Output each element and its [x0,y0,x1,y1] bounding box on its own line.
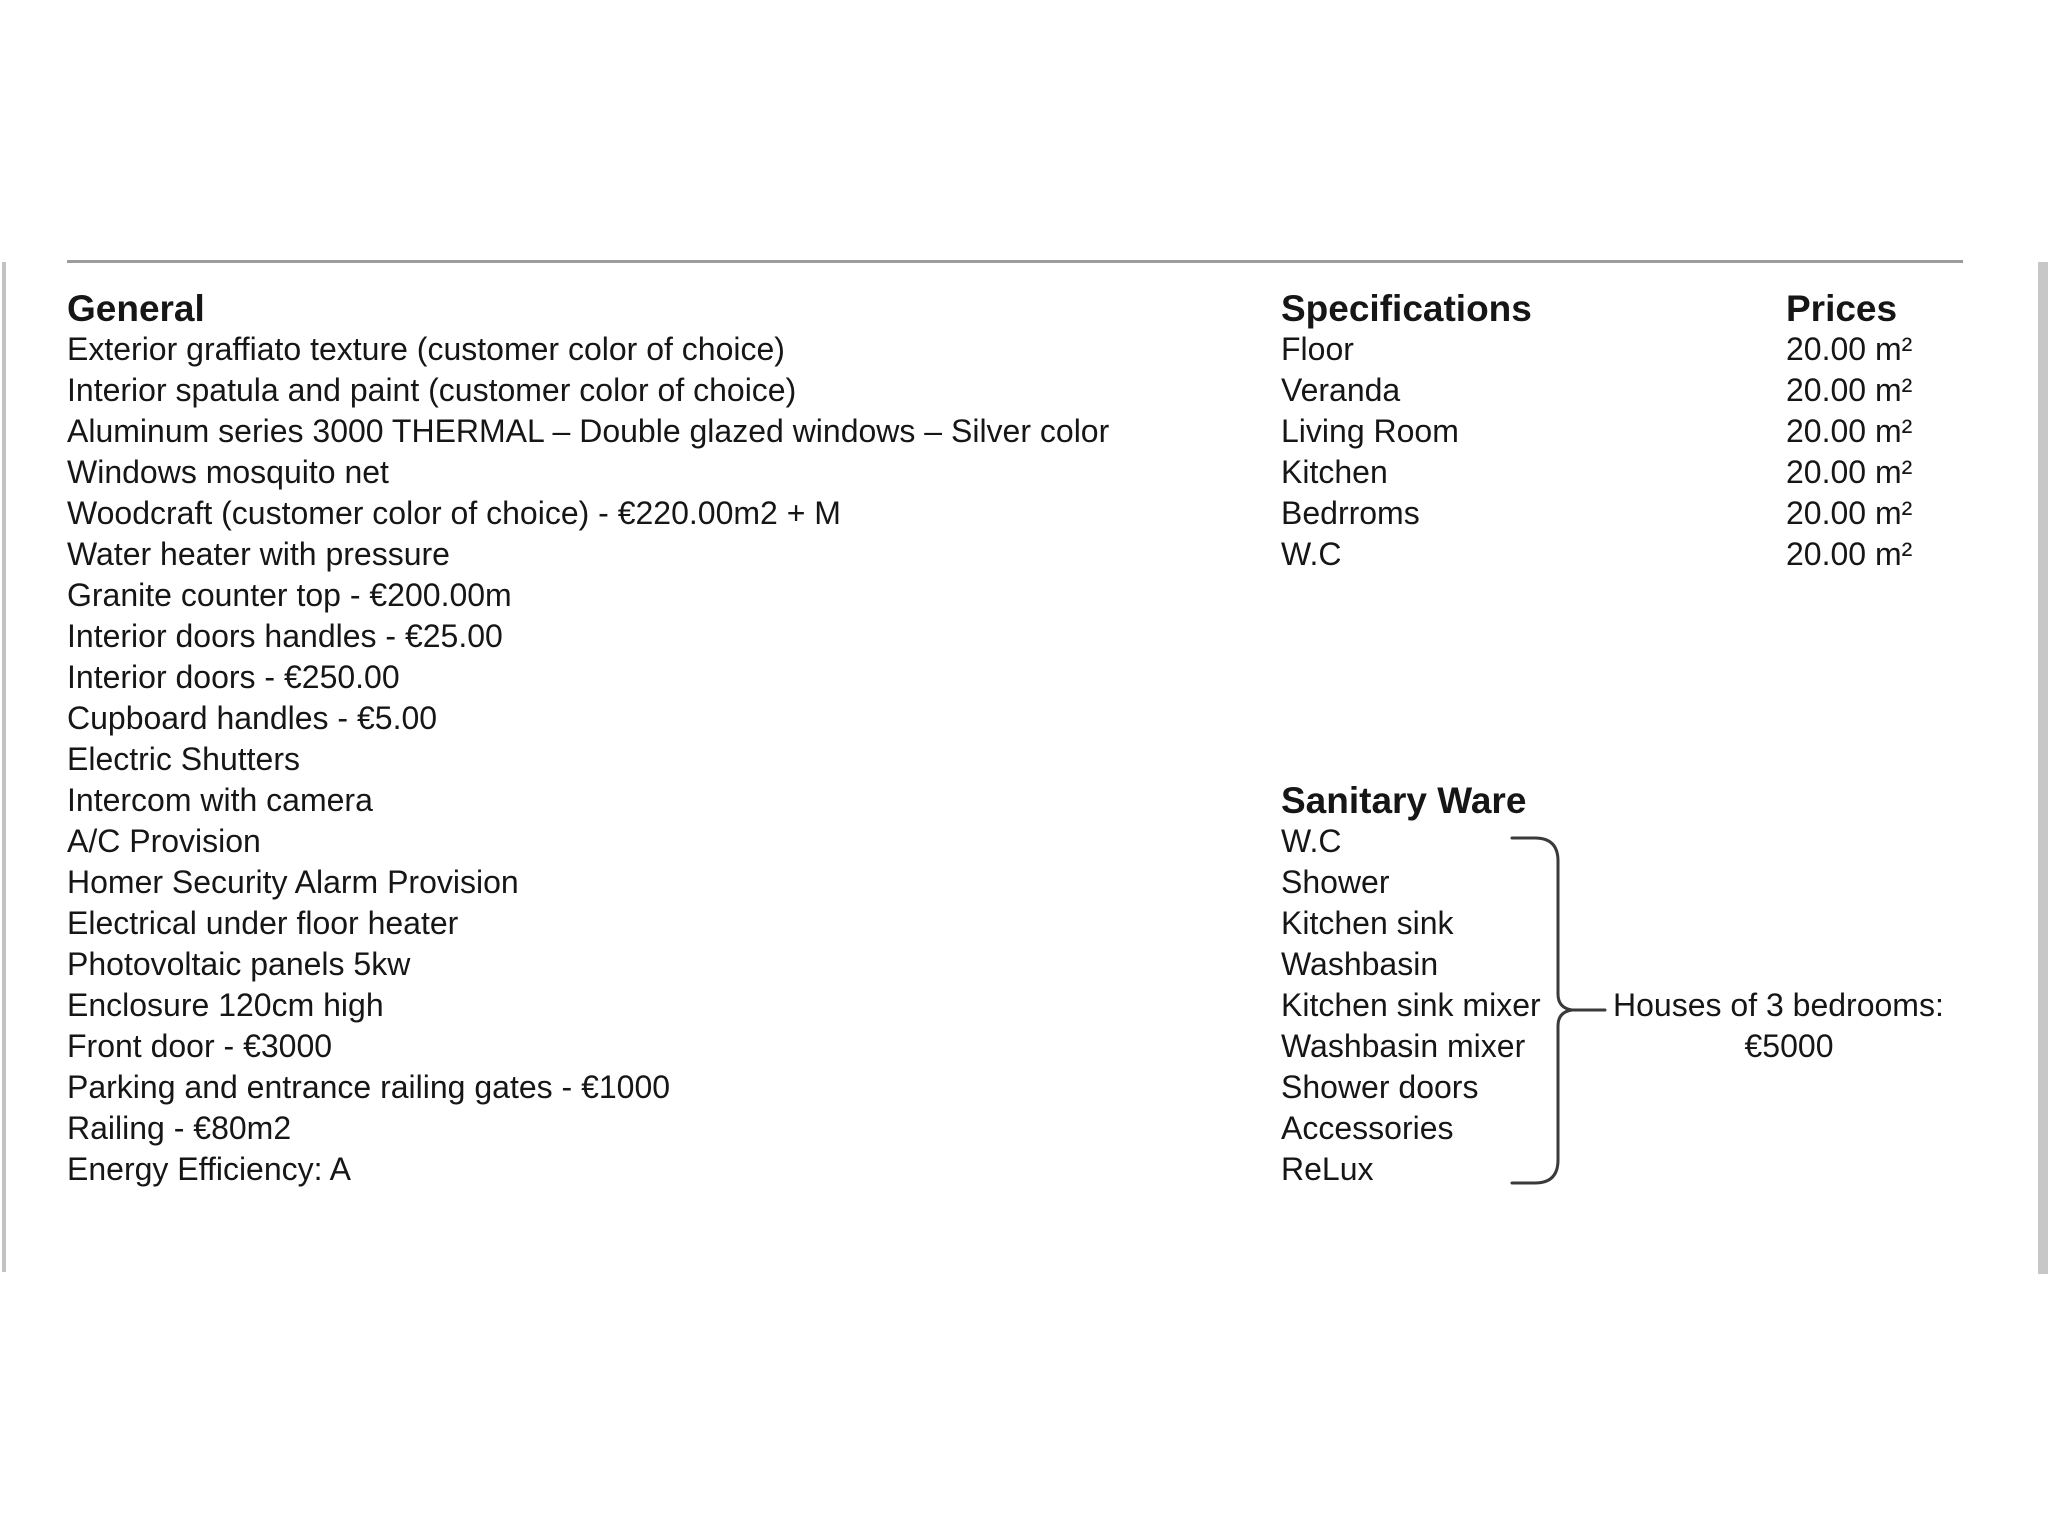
general-item: Cupboard handles - €5.00 [67,700,438,736]
specification-label: Living Room [1281,413,1459,449]
specification-label: Floor [1281,331,1354,367]
general-item: Electrical under floor heater [67,905,459,941]
sanitary-ware-heading: Sanitary Ware [1281,780,1527,821]
specification-price: 20.00 m² [1786,331,1913,367]
specification-label: Veranda [1281,372,1401,408]
general-item: Interior doors handles - €25.00 [67,618,503,654]
specifications-heading: Specifications [1281,288,1532,329]
specification-price: 20.00 m² [1786,536,1913,572]
prices-heading: Prices [1786,288,1898,329]
left-scan-edge [2,262,6,1272]
general-section [67,288,1109,1190]
general-item: Woodcraft (customer color of choice) - €220.00m2 + M [67,495,841,531]
general-item: Front door - €3000 [67,1028,333,1064]
general-item: Railing - €80m2 [67,1110,292,1146]
general-item: Energy Efficiency: A [67,1151,351,1187]
sanitary-item: Shower [1281,864,1390,900]
specification-price: 20.00 m² [1786,413,1913,449]
general-item: Windows mosquito net [67,454,389,490]
general-item: Interior doors - €250.00 [67,659,400,695]
sanitary-item: Kitchen sink [1281,905,1454,941]
general-item: Interior spatula and paint (customer color of choice) [67,372,797,408]
sanitary-item: Washbasin [1281,946,1439,982]
general-item: Photovoltaic panels 5kw [67,946,411,982]
sanitary-item: Washbasin mixer [1281,1028,1526,1064]
sanitary-item: Shower doors [1281,1069,1479,1105]
general-item: Water heater with pressure [67,536,450,572]
specification-label: W.C [1281,536,1342,572]
specification-label: Bedrroms [1281,495,1420,531]
specifications-section [1281,288,1532,575]
general-item: Parking and entrance railing gates - €1000 [67,1069,671,1105]
specification-price: 20.00 m² [1786,454,1913,490]
general-item: Exterior graffiato texture (customer color of choice) [67,331,785,367]
sanitary-item: W.C [1281,823,1342,859]
specification-label: Kitchen [1281,454,1388,490]
general-item: Homer Security Alarm Provision [67,864,519,900]
sanitary-item: Kitchen sink mixer [1281,987,1541,1023]
bedrooms-note-price: €5000 [1744,1028,1834,1064]
general-item: Aluminum series 3000 THERMAL – Double glazed windows – Silver color [67,413,1110,449]
right-scan-edge [2038,262,2048,1274]
specification-price: 20.00 m² [1786,372,1913,408]
general-item: Enclosure 120cm high [67,987,384,1023]
grouping-brace [1495,828,1615,1198]
general-item: A/C Provision [67,823,261,859]
bedrooms-note-text: Houses of 3 bedrooms: [1613,987,1944,1023]
sanitary-item: Accessories [1281,1110,1454,1146]
sanitary-item: ReLux [1281,1151,1374,1187]
top-divider-line [67,260,1963,263]
prices-section [1786,288,1912,575]
general-item: Granite counter top - €200.00m [67,577,512,613]
general-heading: General [67,288,205,329]
bedrooms-note [1613,985,1965,1067]
specification-price: 20.00 m² [1786,495,1913,531]
general-item: Intercom with camera [67,782,373,818]
general-item: Electric Shutters [67,741,300,777]
